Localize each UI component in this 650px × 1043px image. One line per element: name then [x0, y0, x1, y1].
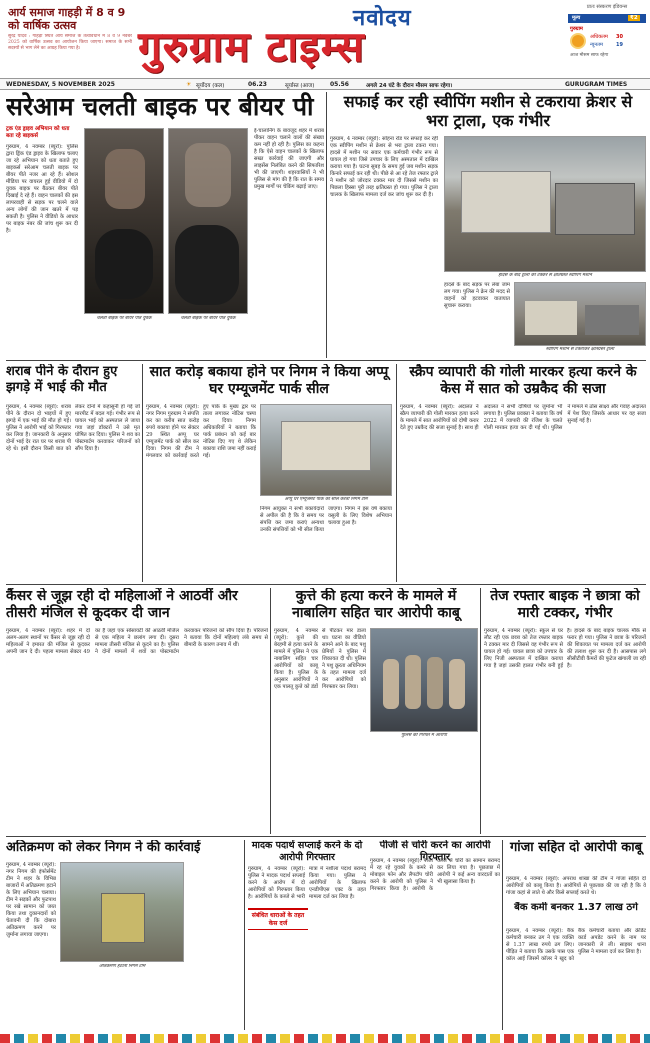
- sealed-photo: [260, 404, 392, 496]
- drugs-box: [248, 908, 308, 930]
- column-rule: [502, 840, 503, 1030]
- story-scrap: [400, 364, 646, 582]
- dog-body: गुरुग्राम, 4 नवम्बर (ब्यूरो): कुत्ते की बेरहमी से हत्या करने के मामले में पुलिस ने एक नाबालिग सहित चार आरोपियों को काबू किया है। पुलिस के अनुसार आरोपियों ने एक पालतू कुत्ते को डंडों से पीटकर मार डाला था। घटना का वीडियो सामने आने के बाद पशु प्रेमियों ने पुलिस में शिकायत दी थी। पुलिस ने पशु क्रूरता अधिनियम के तहत मामला दर्ज कर आरोपियों को गिरफ्तार कर लिया।: [274, 628, 366, 690]
- weather-min: 19: [616, 42, 623, 48]
- bank-headline: बैंक कर्मी बनकर 1.37 लाख ठगे: [514, 902, 638, 913]
- story-ganja: [506, 840, 646, 900]
- edition-panel: [568, 4, 646, 72]
- section-rule: [6, 584, 646, 585]
- student-headline: तेज रफ्तार बाइक ने छात्रा को मारी टक्कर, गंभीर: [490, 588, 640, 621]
- ganja-headline: गांजा सहित दो आरोपी काबू: [509, 840, 643, 855]
- story-dog: [274, 588, 478, 834]
- sealed-body: गुरुग्राम, 4 नवम्बर (ब्यूरो): नगर निगम गुरुग्राम ने संपत्ति कर का करीब सात करोड़ रुपये बकाया होने पर सेक्टर 29 स्थित अप्पू घर एम्यूजमेंट पार्क को सील कर दिया। निगम की टीम ने मंगलवार को कार्रवाई करते हुए पार्क के मुख्य द्वार पर ताला लगाकर नोटिस चस्पा कर दिया। निगम अधिकारियों ने बताया कि पार्क प्रबंधन को कई बार नोटिस दिए गए थे लेकिन बकाया राशि जमा नहीं कराई गई।: [146, 404, 256, 459]
- title-big: गुरुग्राम टाइम्स: [138, 22, 365, 71]
- story-beer: [6, 92, 324, 342]
- sweeper-headline: सफाई कर रही स्वीपिंग मशीन से टकराया क्रेशर से भरा ट्राला, एक गंभीर: [343, 92, 633, 130]
- liquor-headline: शराब पीने के दौरान हुए झगड़े में भाई की मौत: [6, 364, 118, 395]
- section-rule: [6, 360, 646, 361]
- column-rule: [326, 92, 327, 358]
- sweeper-body: गुरुग्राम, 4 नवम्बर (ब्यूरो): सोहना रोड पर सफाई कर रही एक स्वीपिंग मशीन से क्रेशर से भरा ट्राला टकरा गया। हादसे में मशीन पर सवार एक कर्मचारी गंभीर रूप से घायल हो गया जिसे उपचार के लिए अस्पताल में दाखिल कराया गया है। घटना सुबह के समय हुई जब मशीन सड़क किनारे सफाई कर रही थी। पीछे से आ रहे तेज रफ्तार ट्राले ने मशीन को जोरदार टक्कर मार दी जिससे मशीन का पिछला हिस्सा पूरी तरह क्षतिग्रस्त हो गया। पुलिस ने ट्राला चालक के खिलाफ मामला दर्ज कर जांच शुरू कर दी है।: [330, 136, 438, 198]
- drugs-headline: मादक पदार्थ सप्लाई करने के दो आरोपी गिरफ्तार: [251, 840, 363, 863]
- promo-text: सुरेंद्र यादव : गाहड़ी स्थित आर्य समाज के तत्वावधान में 8 व 9 नवंबर 2025 को वार्षिक उत्सव का आयोजन किया जाएगा। समाज के सभी सदस्यों से भाग लेने का आग्रह किया गया है।: [8, 34, 132, 51]
- dog-headline: कुत्ते की हत्या करने के मामले में नाबालिग सहित चार आरोपी काबू: [292, 588, 460, 621]
- student-body: गुरुग्राम, 4 नवम्बर (ब्यूरो): स्कूल से घर लौट रही एक छात्रा को तेज रफ्तार बाइक ने टक्कर मार दी जिससे वह गंभीर रूप से घायल हो गई। घायल छात्रा को उपचार के लिए निजी अस्पताल में दाखिल कराया गया है जहां उसकी हालत गंभीर बनी हुई है। हादसे के बाद बाइक चालक मौके से फरार हो गया। पुलिस ने छात्रा के परिजनों की शिकायत पर मामला दर्ज कर आरोपी की तलाश शुरू कर दी है। आसपास लगे सीसीटीवी कैमरों की फुटेज खंगाली जा रही है।: [484, 628, 646, 669]
- sunrise-label: सूर्योदय (कल): [196, 83, 225, 89]
- encroach-body: गुरुग्राम, 4 नवम्बर (ब्यूरो): नगर निगम की इंफोर्समेंट टीम ने शहर के विभिन्न बाजारों में अतिक्रमण हटाने के लिए अभियान चलाया। टीम ने सड़कों और फुटपाथ पर रखे सामान को जब्त किया तथा दुकानदारों को चेतावनी दी कि दोबारा अतिक्रमण करने पर जुर्माना लगाया जाएगा।: [6, 862, 56, 938]
- sealed-caption: अप्पू घर एम्यूजमेंट पार्क को सील करती निगम टीम: [284, 497, 368, 502]
- pg-body: गुरुग्राम, 4 नवम्बर (ब्यूरो): पीजी में रह रहे युवकों के कमरे से मोबाइल फोन और लैपटॉप चोरी करने के आरोपी को पुलिस ने गिरफ्तार किया है। आरोपी के कब्जे से चोरी का सामान बरामद कर लिया गया है। पूछताछ में आरोपी ने कई अन्य वारदातों का भी खुलासा किया है।: [370, 858, 500, 892]
- registration-strip: [0, 1034, 650, 1043]
- story-liquor: [6, 364, 140, 582]
- sunrise-icon: ☀: [186, 81, 192, 88]
- encroach-photo: [60, 862, 184, 962]
- sealed-body-2: निगम आयुक्त ने सभी बकायेदारों से अपील की है कि वे समय पर संपत्ति कर जमा कराएं अन्यथा उनकी संपत्तियों को भी सील किया जाएगा। निगम ने इस वर्ष बकाया वसूली के लिए विशेष अभियान चलाया हुआ है।: [260, 506, 392, 533]
- sweeper-caption-2: स्वीपिंग मशीन से टकराकर क्षतिग्रस्त ट्राला: [545, 347, 615, 352]
- sweeper-photo-2: [514, 282, 646, 346]
- beer-caption-1: चलती बाइक पर बीयर पीते युवक: [96, 316, 152, 321]
- beer-headline: सरेआम चलती बाइक पर बीयर पी: [6, 92, 314, 121]
- story-sweeper: [330, 92, 646, 360]
- paper-name: GURUGRAM TIMES: [565, 81, 628, 88]
- story-sealed: [146, 364, 392, 582]
- dog-photo: [370, 628, 478, 732]
- promo-headline: आर्य समाज गाहड़ी में 8 व 9 को वार्षिक उत्सव: [8, 6, 126, 32]
- issue-date: WEDNESDAY, 5 NOVEMBER 2025: [6, 81, 115, 88]
- women-headline: कैंसर से जूझ रही दो महिलाओं ने आठवीं और तीसरी मंजिल से कूदकर दी जान: [6, 588, 238, 621]
- weather-max: 30: [616, 34, 623, 40]
- newspaper-title: [138, 2, 558, 74]
- title-small: नवोदय: [353, 6, 412, 31]
- beer-photo-2: [168, 128, 248, 314]
- date-strip: [0, 78, 650, 90]
- column-rule: [244, 840, 245, 1030]
- promo-box: [8, 6, 132, 76]
- weather-max-label: अधिकतम: [590, 34, 608, 40]
- column-rule: [142, 364, 143, 582]
- sweeper-caption-1: हादसे के बाद ट्राला की टक्कर से क्षतिग्रस्त स्वीपिंग मशीन: [498, 273, 592, 278]
- sun-icon: [572, 35, 584, 47]
- sunset-label: सूर्यास्त (आज): [285, 83, 315, 89]
- sweeper-photo-1: [444, 136, 646, 272]
- liquor-body: गुरुग्राम, 4 नवम्बर (ब्यूरो): शराब पीने के दौरान दो भाइयों में हुए झगड़े में एक भाई की मौत हो गई। पुलिस ने आरोपी भाई को गिरफ्तार कर लिया है। जानकारी के अनुसार दोनों भाई देर रात घर पर शराब पी रहे थे। इसी दौरान किसी बात को लेकर दोनों में कहासुनी हो गई जो मारपीट में बदल गई। गंभीर रूप से घायल भाई को अस्पताल ले जाया गया जहां डॉक्टरों ने उसे मृत घोषित कर दिया। पुलिस ने शव का पोस्टमार्टम करवाकर परिजनों को सौंप दिया है।: [6, 404, 140, 452]
- beer-subhead: ट्रक एंड ड्राइव अभियान को धता बता रहे बाइकर्स: [6, 126, 70, 139]
- sealed-headline: सात करोड़ बकाया होने पर निगम ने किया अप्पू घर एम्यूजमेंट पार्क सील: [149, 364, 389, 397]
- weather-ticker: अगले 24 घंटे के दौरान मौसम साफ रहेगा।: [366, 83, 453, 89]
- weather-note: आज मौसम साफ रहेगा: [570, 53, 609, 58]
- encroach-headline: अतिक्रमण को लेकर निगम ने की कार्रवाई: [6, 840, 201, 855]
- price: ₹2: [630, 15, 638, 21]
- column-rule: [270, 588, 271, 834]
- drugs-body: गुरुग्राम, 4 नवम्बर (ब्यूरो): पुलिस ने मादक पदार्थ सप्लाई करने के आरोप में दो आरोपियों को गिरफ्तार किया है। आरोपियों के कब्जे से भारी मात्रा में नशीला पदार्थ बरामद किया गया। पुलिस ने आरोपियों के खिलाफ एनडीपीएस एक्ट के तहत मामला दर्ज कर लिया है।: [248, 866, 366, 900]
- story-drugs: [248, 840, 366, 1030]
- price-label: मूल्य: [572, 15, 581, 21]
- story-pg: [370, 840, 500, 1030]
- drugs-box-text: संबंधित धाराओं के तहत केस दर्ज: [251, 912, 305, 927]
- weather-min-label: न्यूनतम: [590, 42, 603, 48]
- column-rule: [396, 364, 397, 582]
- ganja-body: गुरुग्राम, 4 नवम्बर (ब्यूरो): अपराध शाखा की टीम ने गांजा सहित दो आरोपियों को काबू किया है। आरोपियों से पूछताछ की जा रही है कि वे गांजा कहां से लाते थे और किसे सप्लाई करते थे।: [506, 876, 646, 896]
- beer-photo-1: [84, 128, 164, 314]
- beer-body: गुरुग्राम, 4 नवम्बर (ब्यूरो): पुलिस द्वारा ड्रिंक एंड ड्राइव के खिलाफ चलाए जा रहे अभियान को धता बताते हुए बाइकर्स सरेआम चलती बाइक पर बीयर पीते नजर आ रहे हैं। सोशल मीडिया पर वायरल हुई वीडियो में दो युवक बाइक पर बैठकर बीयर पीते दिखाई दे रहे हैं। वाहन चालकों की इस लापरवाही से सड़क पर चलने वाले अन्य लोगों की जान खतरे में पड़ सकती है। पुलिस ने वीडियो के आधार पर बाइक नंबर की जांच शुरू कर दी है।: [6, 144, 78, 234]
- pg-headline: पीजी से चोरी करने का आरोपी गिरफ्तार: [379, 840, 491, 863]
- story-student: [484, 588, 646, 834]
- masthead: [0, 0, 650, 78]
- story-encroach: [6, 840, 242, 1030]
- story-women: [6, 588, 268, 834]
- beer-caption-2: चलती बाइक पर बीयर पीते युवक: [180, 316, 236, 321]
- bank-body: गुरुग्राम, 4 नवम्बर (ब्यूरो): बैंक कर्मचारी बनकर ठग ने एक व्यक्ति से 1.37 लाख रुपये ठग लिए। पीड़ित ने बताया कि उसके पास एक कॉल आई जिसमें कॉलर ने खुद को बैंक कर्मचारी बताया और क्रेडिट कार्ड अपडेट करने के नाम पर जानकारी ले ली। साइबर थाना पुलिस ने मामला दर्ज कर लिया है।: [506, 928, 646, 962]
- edition-label: प्रातः संस्करण इंडियन्स: [586, 4, 628, 10]
- beer-body-2: ई-चालानिंग के बावजूद शहर में शराब पीकर वाहन चलाने वालों की संख्या कम नहीं हो रही है। पुलिस का कहना है कि ऐसे वाहन चालकों के खिलाफ सख्त कार्रवाई की जाएगी और लाइसेंस निलंबित करने की सिफारिश भी की जाएगी। शहरवासियों ने भी पुलिस से मांग की है कि रात के समय प्रमुख मार्गों पर चेकिंग बढ़ाई जाए।: [254, 128, 324, 190]
- story-bank: [506, 902, 646, 1030]
- sweeper-body-2: हादसे के बाद सड़क पर लंबा जाम लग गया। पुलिस ने क्रेन की मदद से वाहनों को हटवाकर यातायात सुचारू कराया।: [444, 282, 510, 309]
- encroach-caption: अतिक्रमण हटाती निगम टीम: [98, 964, 146, 969]
- dog-caption: पुलिस की गिरफ्त में आरोपी: [401, 733, 447, 738]
- section-rule: [6, 836, 646, 837]
- sunset-time: 05.56: [330, 81, 349, 88]
- scrap-headline: स्क्रैप व्यापारी की गोली मारकर हत्या करने के केस में सात को उम्रकैद की सजा: [409, 364, 637, 397]
- women-body: गुरुग्राम, 4 नवम्बर (ब्यूरो): शहर में दो अलग-अलग स्थानों पर कैंसर से जूझ रही दो महिलाओं ने इमारत की मंजिल से कूदकर अपनी जान दे दी। पहला मामला सेक्टर 49 का है जहां एक सोसायटी की आठवीं मंजिल से एक महिला ने छलांग लगा दी। दूसरा मामला तीसरी मंजिल से कूदने का है। पुलिस ने दोनों मामलों में शवों का पोस्टमार्टम करवाकर परिजनों को सौंप दिया है। परिजनों ने बताया कि दोनों महिलाएं लंबे समय से बीमारी के कारण तनाव में थीं।: [6, 628, 268, 655]
- column-rule: [480, 588, 481, 834]
- weather-city: गुरुग्राम: [570, 26, 583, 32]
- scrap-body: गुरुग्राम, 4 नवम्बर (ब्यूरो): अदालत ने स्क्रैप व्यापारी की गोली मारकर हत्या करने के मामले में सात आरोपियों को दोषी करार देते हुए उम्रकैद की सजा सुनाई है। साथ ही अदालत ने सभी दोषियों पर जुर्माना भी लगाया है। पुलिस प्रवक्ता ने बताया कि वर्ष 2022 में व्यापारी की रंजिश के चलते गोली मारकर हत्या कर दी गई थी। पुलिस ने मामले में ठोस साक्ष्य और गवाह अदालत में पेश किए जिसके आधार पर यह सजा सुनाई गई है।: [400, 404, 646, 431]
- sunrise-time: 06.23: [248, 81, 267, 88]
